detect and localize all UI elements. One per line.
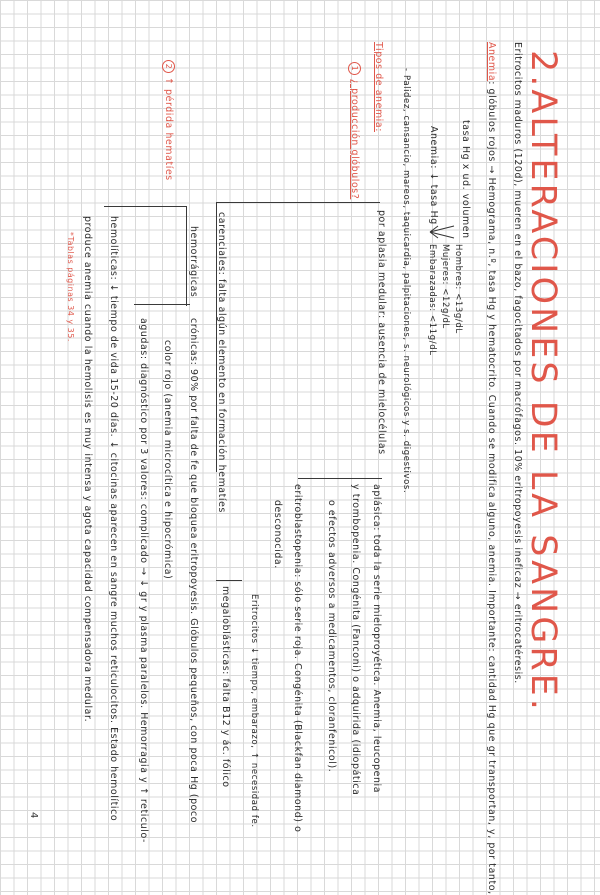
desconocida-line: desconocida. [272, 500, 283, 569]
anemia-definition-text: : glóbulos rojos → Hemograma, n.º, tasa Hg y hematocrito. Cuando se modifica alguno, anemia. Importante: cantidad Hg que gr transportan, y, por tanto, [486, 81, 497, 895]
color-rojo-line: color rojo (anemia microcítica e hipocrómica) [162, 340, 173, 580]
tipos-label: Tipos de anemia: [373, 42, 384, 132]
perdida-heading [162, 60, 175, 181]
eritroblastopenia-line: eritroblastopenia: sólo serie roja. Congénita (Blackfan diamond) o [292, 484, 303, 833]
threshold-embarazadas: Embarazadas: <11g/dL [427, 244, 437, 356]
perdida-label: ↑ pérdida hematíes [163, 77, 174, 181]
bracket-hemorragicas [134, 304, 190, 305]
produccion-heading [348, 62, 361, 199]
bracket-hemorragicas-vertical [186, 206, 187, 306]
carenciales-line: carenciales: falta algún elemento en formación hematíes [216, 212, 227, 513]
anemia-label: Anemia [486, 42, 497, 82]
number-two-badge: 2 [162, 60, 175, 73]
threshold-mujeres: Mujeres: <12g/dL [440, 244, 450, 329]
threshold-hombres: Hombres: <13g/dL [453, 244, 463, 334]
arrow-icon [428, 222, 458, 242]
page-title: 2.ALTERACIONES DE LA SANGRE. [523, 50, 563, 713]
anemia-tasa-line: Anemia: ↓ tasa Hg [428, 126, 439, 225]
symptoms-line: - Palidez, cansancio, mareos, taquicardia, palpitaciones, s. neurológicos y s. digestivos. [401, 68, 411, 494]
cronicas-line: crónicas: 90% por falta de fe que bloquea eritropoyesis. Glóbulos pequeños, con poca Hg (poco [188, 318, 199, 824]
megaloblasticas-note: Eritrocitos ↓ tiempo, embarazo, ↑ necesidad fe. [249, 594, 259, 828]
aplasica-line: aplásica: toda la serie mieloproyética. Anemia, leucopenia [371, 484, 382, 794]
bracket-hemoliticas [104, 206, 186, 207]
hemorragicas-label: hemorrágicas [188, 226, 199, 298]
bracket-megaloblasticas [216, 580, 242, 581]
efectos-line: o efectos adversos a medicamentos, cloranfenicol). [326, 500, 337, 773]
tasa-hg-line: tasa Hg x ud. volumen [460, 120, 471, 239]
intro-line: Eritrocitos maduros (120d), mueren en el bazo, fagocitados por macrófagos. 10% eritropoyesis ineficaz → eritrocatéresis. [512, 42, 523, 684]
agudas-line: agudas: diagnóstico por 3 valores: complicado → ↓ gr y plasma paralelos. Hemorragia y ↑ reticulo- [138, 318, 149, 843]
hemoliticas-line: hemolíticas: ↓ tiempo de vida 15-20 días. ↓ citocinas aparecen en sangre muchos reticulocitos. Estado hemolítico [108, 216, 119, 822]
produccion-label: ¿ producción glóbulos? [349, 79, 360, 200]
anemia-definition [487, 42, 496, 895]
aplasia-intro: por aplasia medular: ausencia de mielocélulas [376, 210, 387, 455]
number-one-badge: 1 [348, 62, 361, 75]
bracket-aplasia-top [216, 202, 380, 203]
produce-anemia-line: produce anemia cuando la hemolisis es muy intensa y agota capacidad compensadora medular. [82, 216, 93, 723]
trombopenia-line: y trombopenia. Congénita (Fanconi) o adquirida (idiopática [350, 484, 361, 796]
page-number: 4 [28, 812, 39, 819]
bracket-aplasia-sub [298, 478, 382, 479]
megaloblasticas-line: megaloblásticas: falta B12 y ác. fólico [220, 586, 231, 788]
tablas-note: *Tablas páginas 34 y 35. [66, 232, 75, 342]
